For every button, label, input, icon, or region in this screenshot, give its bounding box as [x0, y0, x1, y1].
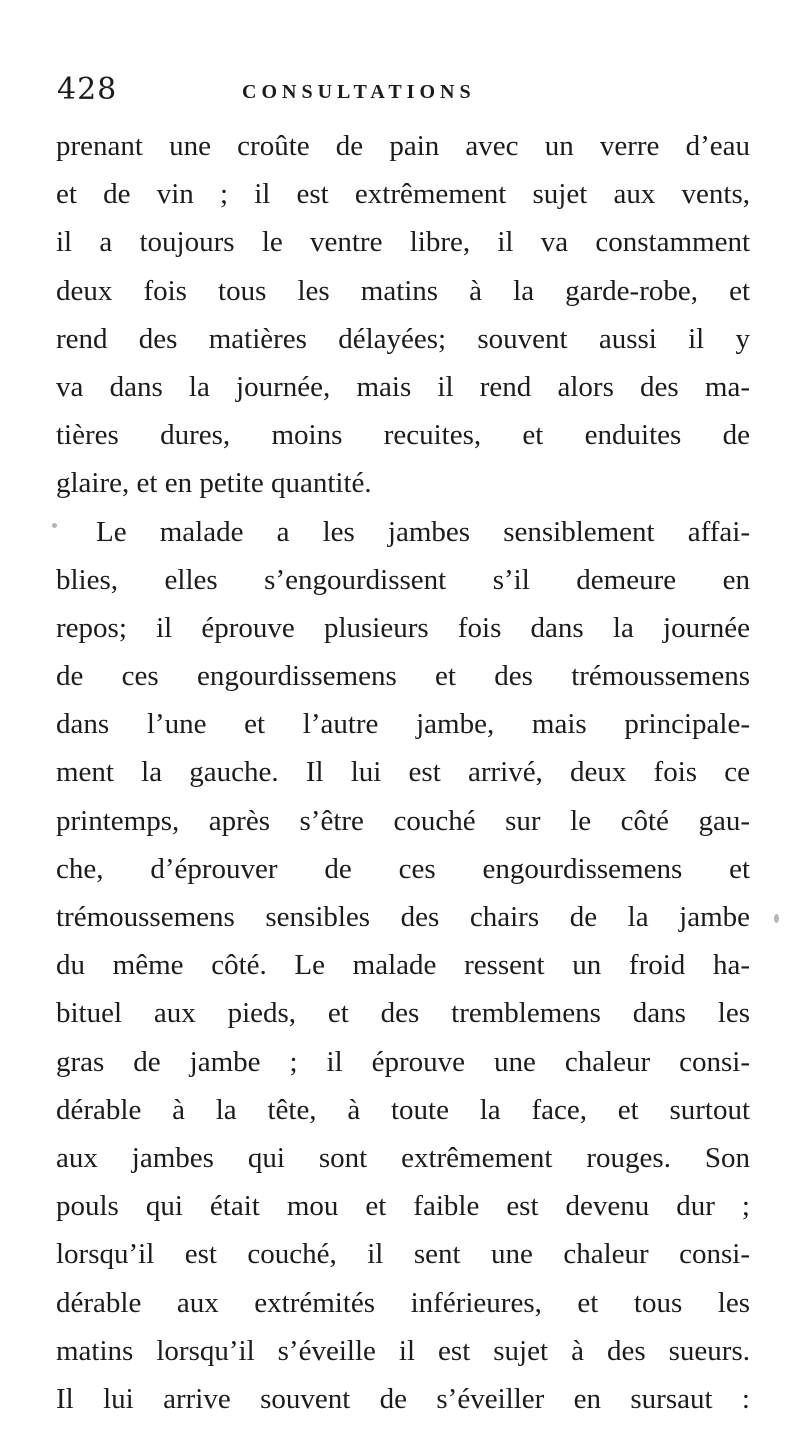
text-line: va dans la journée, mais il rend alors des ma-: [56, 370, 750, 403]
text-line: lorsqu’il est couché, il sent une chaleur consi-: [56, 1238, 750, 1271]
text-line: dérable aux extrémités inférieures, et tous les: [56, 1286, 750, 1319]
text-line: che, d’éprouver de ces engourdissemens et: [56, 852, 750, 885]
text-line: ment la gauche. Il lui est arrivé, deux fois ce: [56, 756, 750, 789]
text-line: dérable à la tête, à toute la face, et surtout: [56, 1093, 750, 1126]
text-line: de ces engourdissemens et des trémoussemens: [56, 660, 750, 693]
text-line: repos; il éprouve plusieurs fois dans la journée: [56, 611, 750, 644]
text-line: rend des matières délayées; souvent aussi il y: [56, 322, 750, 355]
page-header: [57, 72, 757, 112]
text-line: prenant une croûte de pain avec un verre d’eau: [56, 130, 750, 162]
text-line: blies, elles s’engourdissent s’il demeure en: [56, 563, 750, 596]
text-line: du même côté. Le malade ressent un froid ha-: [56, 949, 750, 982]
running-head: CONSULTATIONS: [242, 81, 476, 103]
text-line: matins lorsqu’il s’éveille il est sujet à des sueurs.: [56, 1334, 750, 1367]
text-line: glaire, et en petite quantité.: [56, 467, 372, 500]
paragraph: [56, 122, 750, 508]
paragraph: [56, 508, 750, 1424]
text-line: Il lui arrive souvent de s’éveiller en sursaut :: [56, 1382, 750, 1415]
ink-speck: [774, 914, 779, 923]
text-line: deux fois tous les matins à la garde-robe, et: [56, 274, 750, 307]
page-number: 428: [57, 72, 118, 107]
text-line: tières dures, moins recuites, et enduites de: [56, 419, 750, 452]
text-line: trémoussemens sensibles des chairs de la jambe: [56, 901, 750, 933]
text-line: dans l’une et l’autre jambe, mais principale-: [56, 708, 750, 741]
text-line: et de vin ; il est extrêmement sujet aux vents,: [56, 178, 750, 211]
text-line: pouls qui était mou et faible est devenu dur ;: [56, 1190, 750, 1223]
text-line: printemps, après s’être couché sur le côté gau-: [56, 804, 750, 837]
text-line: gras de jambe ; il éprouve une chaleur consi-: [56, 1045, 750, 1078]
text-line: il a toujours le ventre libre, il va constamment: [56, 226, 750, 259]
text-line: bituel aux pieds, et des tremblemens dans les: [56, 997, 750, 1030]
text-line: aux jambes qui sont extrêmement rouges. Son: [56, 1141, 750, 1174]
body-text: [56, 122, 750, 1423]
text-line: Le malade a les jambes sensiblement affai-: [96, 515, 750, 548]
ink-speck: [52, 523, 57, 528]
